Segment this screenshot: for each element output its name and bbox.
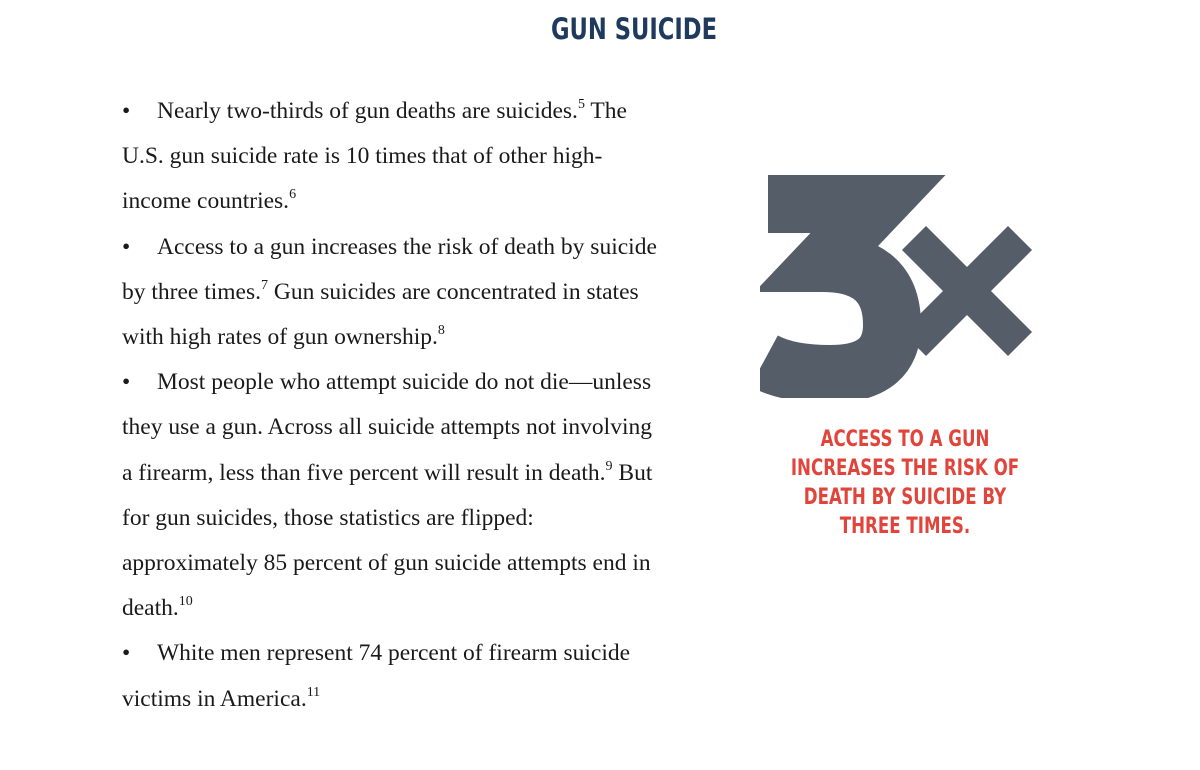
paragraph-text: Gun suicides are concentrated in states with high rates of gun ownership. — [122, 278, 639, 351]
footnote-marker: 8 — [437, 323, 445, 339]
bullet-paragraph — [122, 225, 662, 361]
bullet-paragraph — [122, 360, 662, 631]
footnote-marker: 11 — [306, 684, 321, 700]
bullet-point: • — [122, 233, 131, 260]
bullet-point: • — [122, 98, 131, 124]
stat-caption: ACCESS TO A GUN INCREASES THE RISK OF DEATH BY SUICIDE BY THREE TIMES. — [790, 426, 1020, 539]
paragraph-text: The U.S. gun suicide rate is 10 times that of other high-income countries. — [122, 98, 627, 215]
bullet-paragraph — [122, 89, 662, 225]
footnote-marker: 10 — [178, 594, 193, 610]
bulleted-paragraphs — [122, 89, 662, 722]
footnote-marker: 7 — [261, 277, 269, 293]
paragraph-text: Most people who attempt suicide do not die—unless they use a gun. Across all suicide attempts not involving a firearm, less than five percent will result in death. — [122, 369, 652, 486]
three-times-figure — [760, 168, 1050, 398]
paragraph-text: Nearly two-thirds of gun deaths are suicides. — [157, 98, 578, 124]
three-glyph — [764, 204, 892, 374]
paragraph-text: Access to a gun increases the risk of death by suicide by three times. — [122, 233, 657, 305]
footnote-marker: 9 — [605, 458, 613, 474]
times-glyph — [926, 250, 1008, 332]
bullet-point: • — [122, 369, 131, 396]
bullet-point: • — [122, 640, 131, 667]
footnote-marker: 5 — [577, 97, 585, 112]
paragraph-text: But for gun suicides, those statistics are flipped: approximately 85 percent of gun suicide attempts end in death. — [122, 459, 653, 622]
paragraph-text: White men represent 74 percent of firearm suicide victims in America. — [122, 640, 631, 712]
footnote-marker: 6 — [289, 187, 297, 203]
bullet-paragraph — [122, 631, 662, 721]
page-title: GUN SUICIDE — [550, 12, 718, 46]
